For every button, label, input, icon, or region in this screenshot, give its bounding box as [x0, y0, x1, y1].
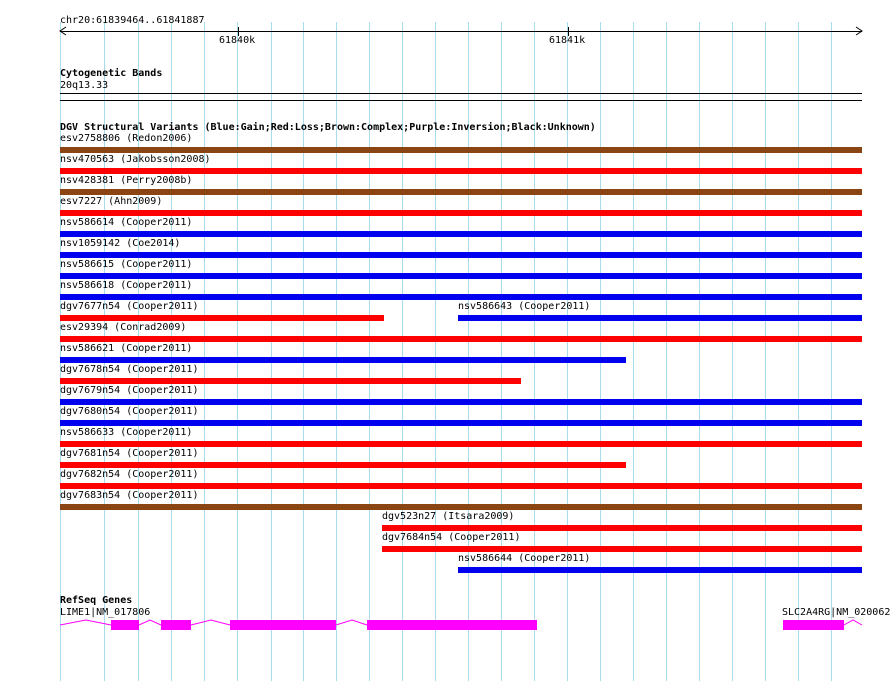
- variant-label[interactable]: nsv586621 (Cooper2011): [60, 343, 193, 354]
- variant-label[interactable]: dgv7677n54 (Cooper2011): [60, 301, 199, 312]
- variant-label[interactable]: dgv523n27 (Itsara2009): [382, 511, 515, 522]
- variant-label[interactable]: nsv586618 (Cooper2011): [60, 280, 193, 291]
- tick-label: 61841k: [549, 35, 586, 46]
- variant-label[interactable]: nsv586644 (Cooper2011): [458, 553, 591, 564]
- variant-label[interactable]: nsv428381 (Perry2008b): [60, 175, 193, 186]
- variant-label[interactable]: dgv7680n54 (Cooper2011): [60, 406, 199, 417]
- gene-label[interactable]: LIME1|NM_017806: [60, 607, 151, 618]
- variant-label[interactable]: nsv586615 (Cooper2011): [60, 259, 193, 270]
- gene-exon[interactable]: [783, 620, 844, 630]
- band-label: 20q13.33: [60, 80, 109, 91]
- track-title: Cytogenetic Bands: [60, 68, 163, 79]
- variant-label[interactable]: dgv7682n54 (Cooper2011): [60, 469, 199, 480]
- variant-label[interactable]: dgv7681n54 (Cooper2011): [60, 448, 199, 459]
- tick-label: 61840k: [219, 35, 256, 46]
- variant-label[interactable]: esv2758806 (Redon2006): [60, 133, 193, 144]
- gene-exon[interactable]: [230, 620, 336, 630]
- variant-label[interactable]: nsv1059142 (Coe2014): [60, 238, 181, 249]
- variant-label[interactable]: nsv586614 (Cooper2011): [60, 217, 193, 228]
- variant-label[interactable]: esv29394 (Conrad2009): [60, 322, 187, 333]
- gene-label[interactable]: SLC2A4RG|NM_020062: [782, 607, 890, 618]
- variant-label[interactable]: dgv7684n54 (Cooper2011): [382, 532, 521, 543]
- track-title: DGV Structural Variants (Blue:Gain;Red:Loss;Brown:Complex;Purple:Inversion;Black:Unknown): [60, 122, 596, 133]
- variant-label[interactable]: dgv7679n54 (Cooper2011): [60, 385, 199, 396]
- variant-label[interactable]: nsv586633 (Cooper2011): [60, 427, 193, 438]
- gene-exon[interactable]: [367, 620, 537, 630]
- variant-label[interactable]: dgv7678n54 (Cooper2011): [60, 364, 199, 375]
- variant-label[interactable]: esv7227 (Ahn2009): [60, 196, 163, 207]
- track-title: RefSeq Genes: [60, 595, 133, 606]
- gene-exon[interactable]: [111, 620, 139, 630]
- gene-exon[interactable]: [161, 620, 191, 630]
- variant-label[interactable]: nsv586643 (Cooper2011): [458, 301, 591, 312]
- variant-label[interactable]: dgv7683n54 (Cooper2011): [60, 490, 199, 501]
- region-label: chr20:61839464..61841887: [60, 15, 205, 26]
- variant-label[interactable]: nsv470563 (Jakobsson2008): [60, 154, 211, 165]
